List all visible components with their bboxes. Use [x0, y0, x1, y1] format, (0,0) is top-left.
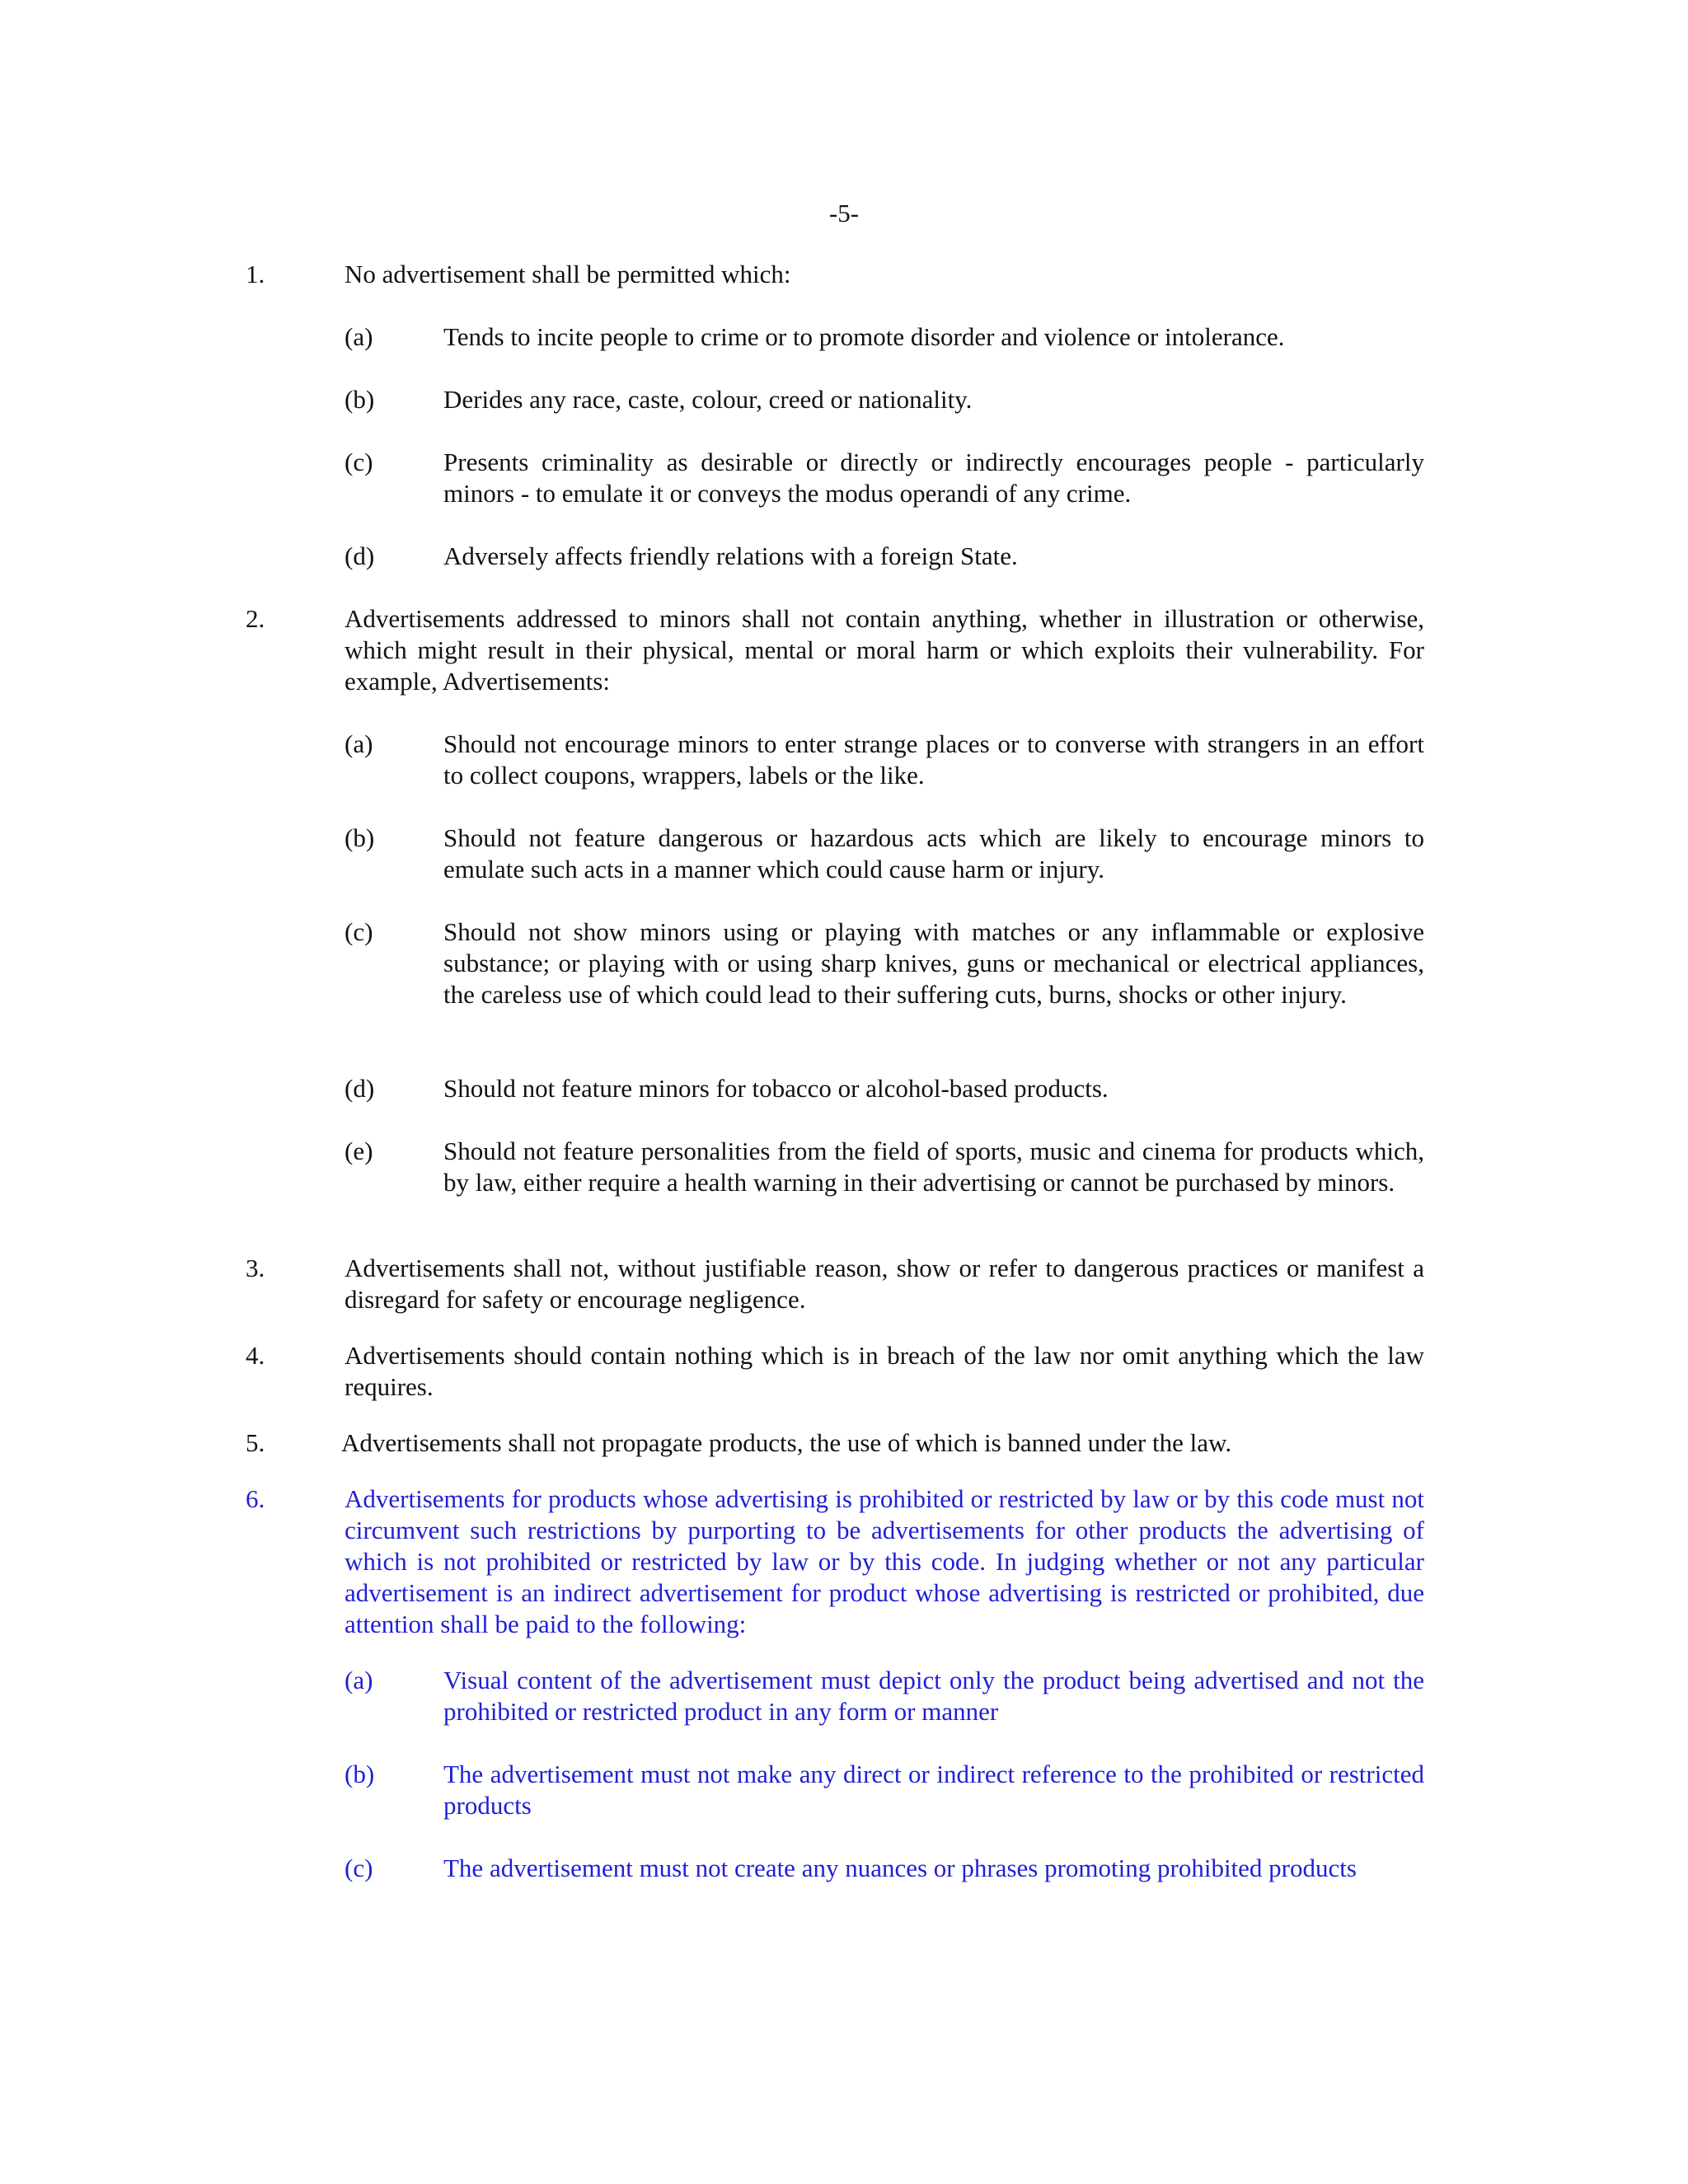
clause-text: Advertisements should contain nothing which is in breach of the law nor omit anything which the law requires.: [345, 1341, 1424, 1401]
clause-number: 1.: [246, 260, 265, 288]
subclause-label: (c): [345, 1854, 373, 1882]
subclause-text: Should not show minors using or playing with matches or any inflammable or explosive substance; or playing with or using sharp knives, guns or mechanical or electrical appliances, the careless use of which could lead to their suffering cuts, burns, shocks or other injury.: [443, 917, 1424, 1009]
subclause-text: The advertisement must not create any nuances or phrases promoting prohibited products: [443, 1854, 1357, 1882]
clause-text: Advertisements shall not, without justifiable reason, show or refer to dangerous practices or manifest a disregard for safety or encourage negligence.: [345, 1254, 1424, 1314]
subclause-text: Derides any race, caste, colour, creed or nationality.: [443, 385, 973, 414]
subclause-label: (b): [345, 823, 375, 852]
subclause-text: Should not feature personalities from the field of sports, music and cinema for products which, by law, either require a health warning in their advertising or cannot be purchased by minors.: [443, 1137, 1424, 1197]
subclause-label: (d): [345, 1074, 375, 1103]
subclause-text: Should not feature minors for tobacco or alcohol-based products.: [443, 1074, 1109, 1103]
subclause-label: (c): [345, 917, 373, 946]
clause-number: 3.: [246, 1254, 265, 1282]
clause-text: Advertisements shall not propagate products, the use of which is banned under the law.: [341, 1428, 1232, 1457]
subclause-text: Should not feature dangerous or hazardous acts which are likely to encourage minors to emulate such acts in a manner which could cause harm or injury.: [443, 823, 1424, 883]
clause-text: No advertisement shall be permitted which:: [345, 260, 791, 288]
subclause-label: (e): [345, 1137, 373, 1165]
clause-number: 5.: [246, 1428, 265, 1457]
clause-number: 4.: [246, 1341, 265, 1370]
clause-number: 6.: [246, 1484, 265, 1513]
clause-number: 2.: [246, 604, 265, 633]
subclause-label: (c): [345, 448, 373, 476]
page-number: -5-: [828, 199, 860, 227]
subclause-text: Adversely affects friendly relations with a foreign State.: [443, 541, 1018, 570]
subclause-label: (d): [345, 541, 375, 570]
subclause-label: (a): [345, 729, 373, 758]
subclause-text: Presents criminality as desirable or directly or indirectly encourages people - particularly minors - to emulate it or conveys the modus operandi of any crime.: [443, 448, 1424, 508]
subclause-label: (a): [345, 322, 373, 351]
subclause-label: (b): [345, 385, 375, 414]
clause-text: Advertisements for products whose advertising is prohibited or restricted by law or by this code must not circumvent such restrictions by purporting to be advertisements for other products the advertising of which is not prohibited or restricted by law or by this code. In judging whether or not any particular advertisement is an indirect advertisement for product whose advertising is restricted or prohibited, due attention shall be paid to the following:: [345, 1484, 1424, 1638]
subclause-label: (b): [345, 1760, 375, 1788]
subclause-text: Visual content of the advertisement must depict only the product being advertised and not the prohibited or restricted product in any form or manner: [443, 1666, 1424, 1726]
subclause-text: Tends to incite people to crime or to promote disorder and violence or intolerance.: [443, 322, 1285, 351]
subclause-text: The advertisement must not make any direct or indirect reference to the prohibited or restricted products: [443, 1760, 1424, 1820]
subclause-text: Should not encourage minors to enter strange places or to converse with strangers in an effort to collect coupons, wrappers, labels or the like.: [443, 729, 1424, 790]
clause-text: Advertisements addressed to minors shall not contain anything, whether in illustration or otherwise, which might result in their physical, mental or moral harm or which exploits their vulnerability. For example, Advertisements:: [345, 604, 1424, 696]
subclause-label: (a): [345, 1666, 373, 1694]
